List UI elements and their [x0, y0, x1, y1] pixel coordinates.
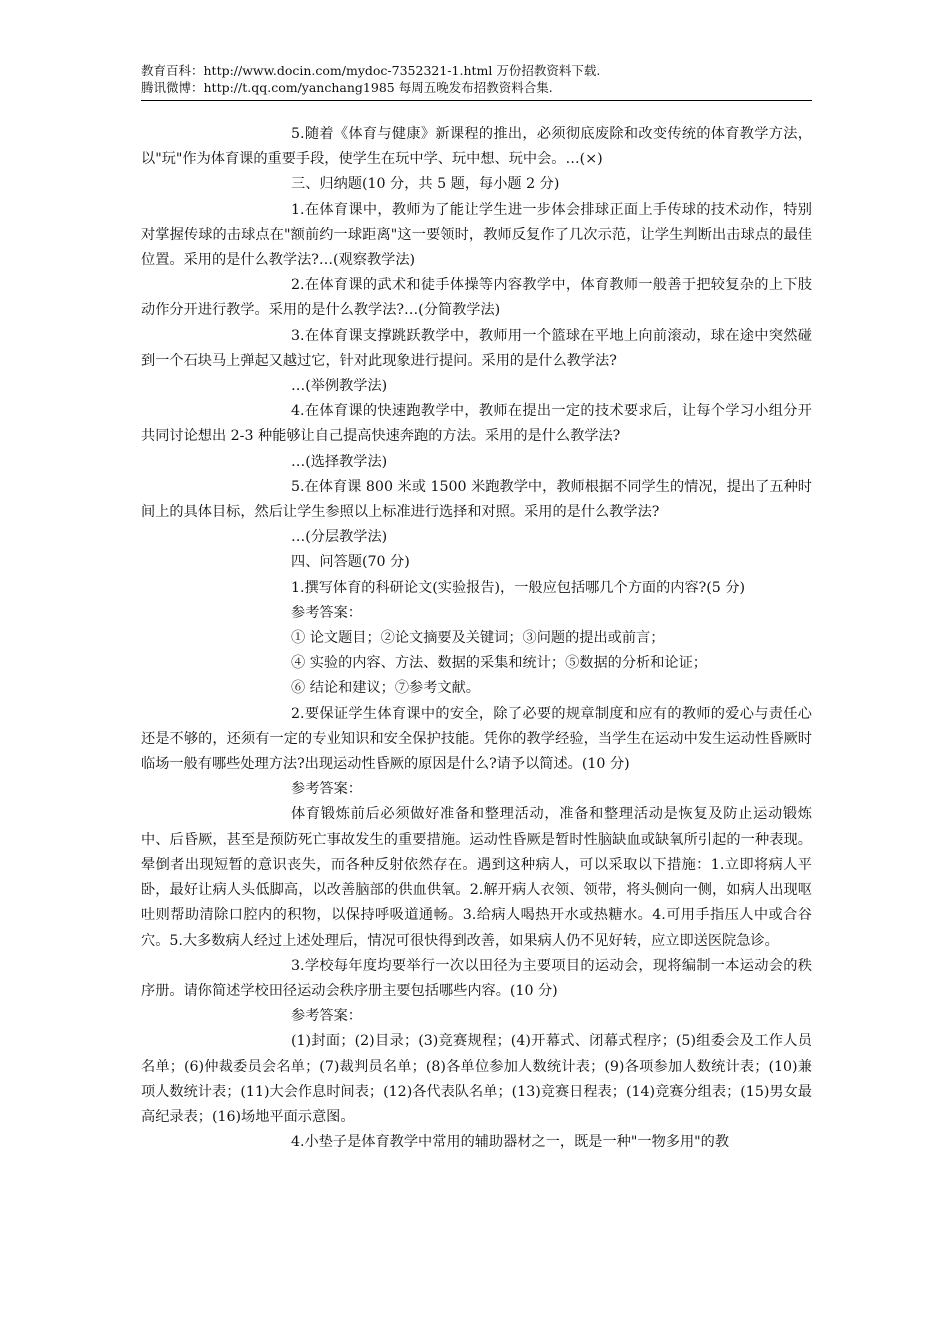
section-4-title: 四、问答题(70 分): [291, 554, 410, 571]
inductive-answer-5: …(分层教学法): [291, 529, 388, 546]
essay-question-3: 3.学校每年度均要举行一次以田径为主要项目的运动会，现将编制一本运动会的秩序册。请你简述学校田径运动会秩序册主要包括哪些内容。(10 分): [141, 957, 812, 999]
reference-answer-label-1: 参考答案：: [291, 604, 362, 621]
inductive-answer-4: …(选择教学法): [291, 453, 388, 470]
reference-answer-label-2: 参考答案：: [291, 781, 362, 798]
header-line-weibo: 腾讯微博：http://t.qq.com/yanchang1985 每周五晚发布招教资料合集.: [141, 80, 553, 95]
essay-answer-2: 体育锻炼前后必须做好准备和整理活动，准备和整理活动是恢复及防止运动锻炼中、后昏厥，甚至是预防死亡事故发生的重要措施。运动性昏厥是暂时性脑缺血或缺氧所引起的一种表现。晕倒者出现短暂的意识丧失，而各种反射依然存在。遇到这种病人，可以采取以下措施：1.立即将病人平卧，最好让病人头低脚高，以改善脑部的供血供氧。2.解开病人衣领、领带，将头侧向一侧，如病人出现呕吐则帮助清除口腔内的积物，以保持呼吸道通畅。3.给病人喝热开水或热糖水。4.可用手指压人中或合谷穴。5.大多数病人经过上述处理后，情况可很快得到改善，如果病人仍不见好转，应立即送医院急诊。: [141, 806, 812, 949]
essay-answer-1-line-1: ① 论文题目；②论文摘要及关键词；③问题的提出或前言；: [291, 630, 665, 647]
essay-answer-1-line-2: ④ 实验的内容、方法、数据的采集和统计；⑤数据的分析和论证；: [291, 655, 707, 672]
inductive-question-1: 1.在体育课中，教师为了能让学生进一步体会排球正面上手传球的技术动作，特别对掌握传球的击球点在"额前约一球距离"这一要领时，教师反复作了几次示范，让学生判断出击球点的最佳位置。采用的是什么教学法?…(观察教学法): [141, 201, 812, 269]
page-header: [141, 62, 811, 96]
inductive-question-3: 3.在体育课支撑跳跃教学中，教师用一个篮球在平地上向前滚动，球在途中突然碰到一个石块马上弹起又越过它，针对此现象进行提问。采用的是什么教学法?: [141, 327, 812, 369]
essay-question-4: 4.小垫子是体育教学中常用的辅助器材之一，既是一种"一物多用"的教: [291, 1134, 730, 1151]
document-body: [141, 122, 812, 1155]
header-line-encyclopedia: 教育百科：http://www.docin.com/mydoc-7352321-1.html 万份招教资料下载.: [141, 63, 601, 78]
inductive-question-4: 4.在体育课的快速跑教学中，教师在提出一定的技术要求后，让每个学习小组分开共同讨论想出 2-3 种能够让自己提高快速奔跑的方法。采用的是什么教学法?: [141, 403, 812, 445]
essay-question-2: 2.要保证学生体育课中的安全，除了必要的规章制度和应有的教师的爱心与责任心还是不够的，还须有一定的专业知识和安全保护技能。凭你的教学经验，当学生在运动中发生运动性昏厥时临场一般有哪些处理方法?出现运动性昏厥的原因是什么?请予以简述。(10 分): [141, 705, 812, 773]
essay-answer-3: (1)封面；(2)目录；(3)竞赛规程；(4)开幕式、闭幕式程序；(5)组委会及工作人员名单；(6)仲裁委员会名单；(7)裁判员名单；(8)各单位参加人数统计表；(9)各项参加人数统计表；(10)兼项人数统计表；(11)大会作息时间表；(12)各代表队名单；(13)竞赛日程表；(14)竞赛分组表；(15)男女最高纪录表；(16)场地平面示意图。: [141, 1033, 812, 1125]
reference-answer-label-3: 参考答案：: [291, 1008, 362, 1025]
essay-answer-1-line-3: ⑥ 结论和建议；⑦参考文献。: [291, 680, 480, 697]
inductive-question-2: 2.在体育课的武术和徒手体操等内容教学中，体育教师一般善于把较复杂的上下肢动作分开进行教学。采用的是什么教学法?…(分简教学法): [141, 277, 812, 319]
essay-question-1: 1.撰写体育的科研论文(实验报告)，一般应包括哪几个方面的内容?(5 分): [291, 579, 746, 596]
inductive-question-5: 5.在体育课 800 米或 1500 米跑教学中，教师根据不同学生的情况，提出了五种时间上的具体目标，然后让学生参照以上标准进行选择和对照。采用的是什么教学法?: [141, 478, 812, 521]
section-3-title: 三、归纳题(10 分，共 5 题，每小题 2 分): [291, 176, 560, 193]
header-divider: [141, 100, 812, 101]
judgment-item-5: 5.随着《体育与健康》新课程的推出，必须彻底废除和改变传统的体育教学方法，以"玩"作为体育课的重要手段，使学生在玩中学、玩中想、玩中会。…(×): [141, 126, 812, 168]
inductive-answer-3: …(举例教学法): [291, 378, 388, 395]
